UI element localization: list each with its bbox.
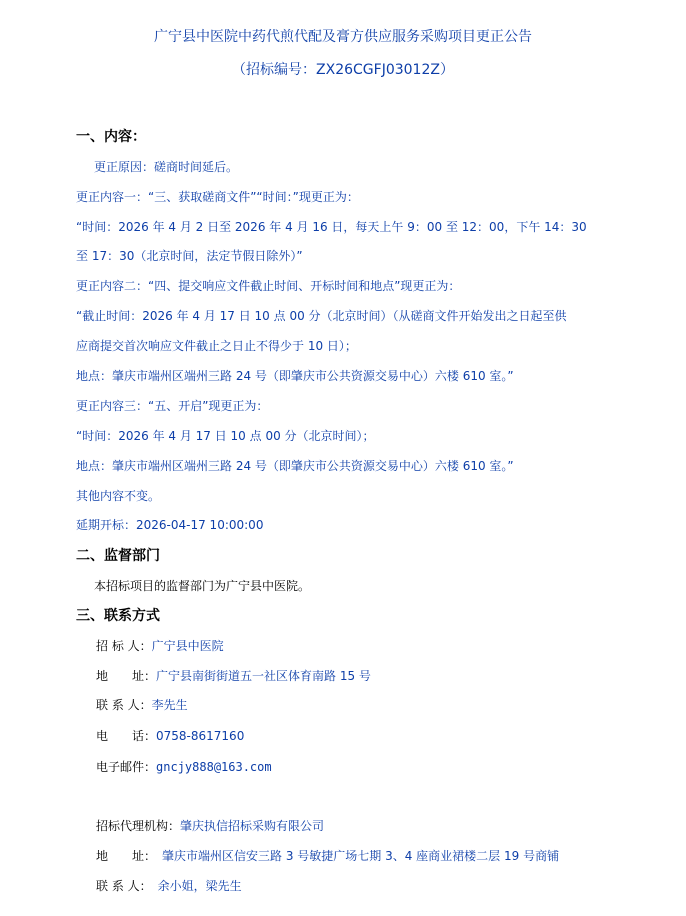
correction-item-3-time: “时间：2026 年 4 月 17 日 10 点 00 分（北京时间）；: [76, 429, 375, 443]
other-unchanged: 其他内容不变。: [76, 489, 161, 503]
correction-item-2-deadline-cont: 应商提交首次响应文件截止之日止不得少于 10 日）；: [76, 339, 357, 353]
agency-contact-value: 余小姐，梁先生: [145, 879, 242, 893]
correction-reason: 更正原因：磋商时间延后。: [94, 160, 239, 174]
agency-name-value: 肇庆执信招标采购有限公司: [180, 819, 325, 833]
correction-item-3: 更正内容三：“五、开启”现更正为：: [76, 399, 269, 413]
correction-item-1: 更正内容一：“三、获取磋商文件”“时间：”现更正为：: [76, 190, 359, 204]
correction-item-1-text: “时间：2026 年 4 月 2 日至 2026 年 4 月 16 日，每天上午 9：00 至 12：00，下午 14：30: [76, 220, 587, 234]
buyer-email-label: 电子邮件：: [96, 760, 157, 774]
buyer-contact-value: 李先生: [151, 698, 188, 712]
agency-address-label: 地 址：: [96, 849, 151, 863]
tender-number: （招标编号：ZX26CGFJ03012Z）: [232, 62, 454, 78]
announcement-title: 广宁县中医院中药代煎代配及膏方供应服务采购项目更正公告: [154, 29, 532, 45]
correction-item-2-deadline: “截止时间：2026 年 4 月 17 日 10 点 00 分（北京时间）（从磋商文件开始发出之日起至供: [76, 309, 567, 323]
buyer-email-value[interactable]: gncjy888@163.com: [156, 760, 272, 774]
correction-item-3-location: 地点：肇庆市端州区端州三路 24 号（即肇庆市公共资源交易中心）六楼 610 室。”: [76, 459, 514, 473]
buyer-name-value: 广宁县中医院: [151, 639, 224, 653]
buyer-phone-row: [96, 728, 244, 744]
agency-contact-row: [96, 878, 242, 894]
correction-item-2-location: 地点：肇庆市端州区端州三路 24 号（即肇庆市公共资源交易中心）六楼 610 室。”: [76, 369, 514, 383]
buyer-contact-label: 联 系 人：: [96, 698, 152, 712]
agency-address-row: [96, 848, 559, 864]
buyer-contact-row: [96, 697, 188, 713]
buyer-address-row: [96, 668, 371, 684]
agency-name-label: 招标代理机构：: [96, 819, 181, 833]
section2-heading: 二、监督部门: [76, 548, 160, 564]
agency-name-row: [96, 818, 324, 834]
buyer-address-value: 广宁县南街街道五一社区体育南路 15 号: [156, 669, 371, 683]
buyer-name-label: 招 标 人：: [96, 639, 152, 653]
correction-item-2: 更正内容二：“四、提交响应文件截止时间、开标时间和地点”现更正为：: [76, 279, 461, 293]
buyer-address-label: 地 址：: [96, 669, 157, 683]
agency-contact-label: 联 系 人：: [96, 879, 146, 893]
section3-heading: 三、联系方式: [76, 608, 160, 624]
postponed-opening: 延期开标：2026-04-17 10:00:00: [76, 518, 264, 532]
correction-item-1-text-cont: 至 17：30（北京时间，法定节假日除外）”: [76, 249, 303, 263]
buyer-phone-label: 电 话：: [96, 729, 157, 743]
buyer-email-row: [96, 759, 272, 775]
supervision-text: 本招标项目的监督部门为广宁县中医院。: [94, 579, 311, 593]
agency-address-value: 肇庆市端州区信安三路 3 号敏捷广场七期 3、4 座商业裙楼二层 19 号商铺: [150, 849, 560, 863]
section1-heading: 一、内容：: [76, 129, 146, 145]
buyer-name-row: [96, 638, 224, 654]
buyer-phone-value: 0758-8617160: [156, 729, 245, 743]
